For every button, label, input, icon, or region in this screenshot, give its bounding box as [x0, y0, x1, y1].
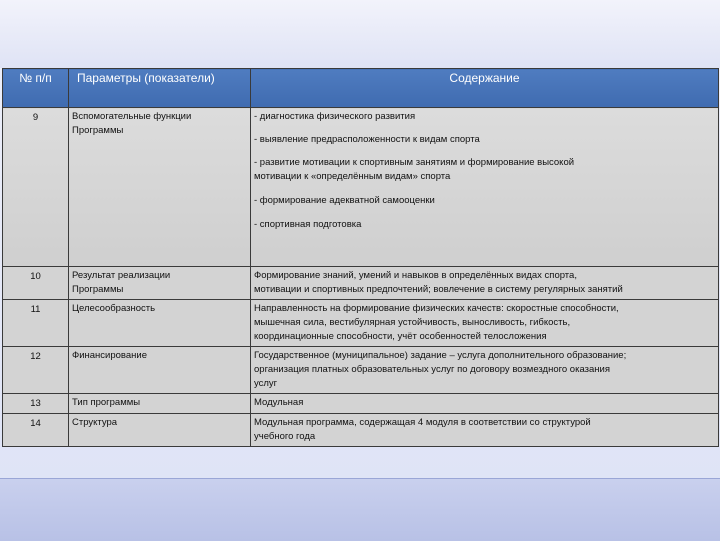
- parameter-line: Структура: [72, 417, 118, 428]
- row-number: 13: [3, 394, 69, 414]
- row-number: 9: [3, 108, 69, 267]
- content-line: Направленность на формирование физических качеств: скоростные способности,: [254, 303, 619, 314]
- content-line: мотивации к «определённым видам» спорта: [254, 171, 451, 182]
- row-content: [251, 414, 719, 447]
- table-row: [3, 414, 719, 447]
- content-line: услуг: [254, 378, 278, 389]
- row-content: [251, 300, 719, 347]
- table-row: [3, 267, 719, 300]
- parameters-table: [2, 68, 719, 447]
- table-row: [3, 394, 719, 414]
- row-number: 10: [3, 267, 69, 300]
- content-line: Государственное (муниципальное) задание – услуга дополнительного образование;: [254, 350, 627, 361]
- content-line: мотивации и спортивных предпочтений; вовлечение в систему регулярных занятий: [254, 284, 623, 295]
- content-line: мышечная сила, вестибулярная устойчивость, выносливость, гибкость,: [254, 317, 571, 328]
- parameter-line: Результат реализации: [72, 270, 171, 281]
- row-parameter: [69, 394, 251, 414]
- row-parameter: [69, 300, 251, 347]
- slide-title-area: [0, 0, 720, 68]
- row-parameter: [69, 267, 251, 300]
- content-line: Модульная программа, содержащая 4 модуля в соответствии со структурой: [254, 417, 591, 428]
- header-content: Содержание: [251, 69, 719, 108]
- content-line: - развитие мотивации к спортивным занятиям и формирование высокой: [254, 157, 575, 168]
- header-number: № п/п: [3, 69, 69, 108]
- row-content: [251, 394, 719, 414]
- row-number: 12: [3, 347, 69, 394]
- row-content: [251, 347, 719, 394]
- parameter-line: Вспомогательные функции: [72, 111, 192, 122]
- parameter-line: Программы: [72, 125, 124, 136]
- parameter-line: Тип программы: [72, 397, 141, 408]
- header-parameters: Параметры (показатели): [69, 69, 251, 108]
- row-parameter: [69, 347, 251, 394]
- row-content: [251, 267, 719, 300]
- parameter-line: Программы: [72, 284, 124, 295]
- row-content: [251, 108, 719, 267]
- content-line: - выявление предрасположенности к видам спорта: [254, 134, 480, 145]
- row-parameter: [69, 108, 251, 267]
- content-line: учебного года: [254, 431, 316, 442]
- row-number: 11: [3, 300, 69, 347]
- content-line: Формирование знаний, умений и навыков в определённых видах спорта,: [254, 270, 577, 281]
- content-line: организация платных образовательных услуг по договору возмездного оказания: [254, 364, 610, 375]
- content-line: Модульная: [254, 397, 304, 408]
- table-header-row: [3, 69, 719, 108]
- row-number: 14: [3, 414, 69, 447]
- content-line: координационные способности, учёт особенностей телосложения: [254, 331, 547, 342]
- table-row: [3, 347, 719, 394]
- parameter-line: Целесообразность: [72, 303, 156, 314]
- content-line: - спортивная подготовка: [254, 219, 362, 230]
- content-line: - диагностика физического развития: [254, 111, 416, 122]
- row-parameter: [69, 414, 251, 447]
- table-row: [3, 108, 719, 267]
- parameter-line: Финансирование: [72, 350, 147, 361]
- table-row: [3, 300, 719, 347]
- slide-footer-band: [0, 478, 720, 541]
- content-line: - формирование адекватной самооценки: [254, 195, 435, 206]
